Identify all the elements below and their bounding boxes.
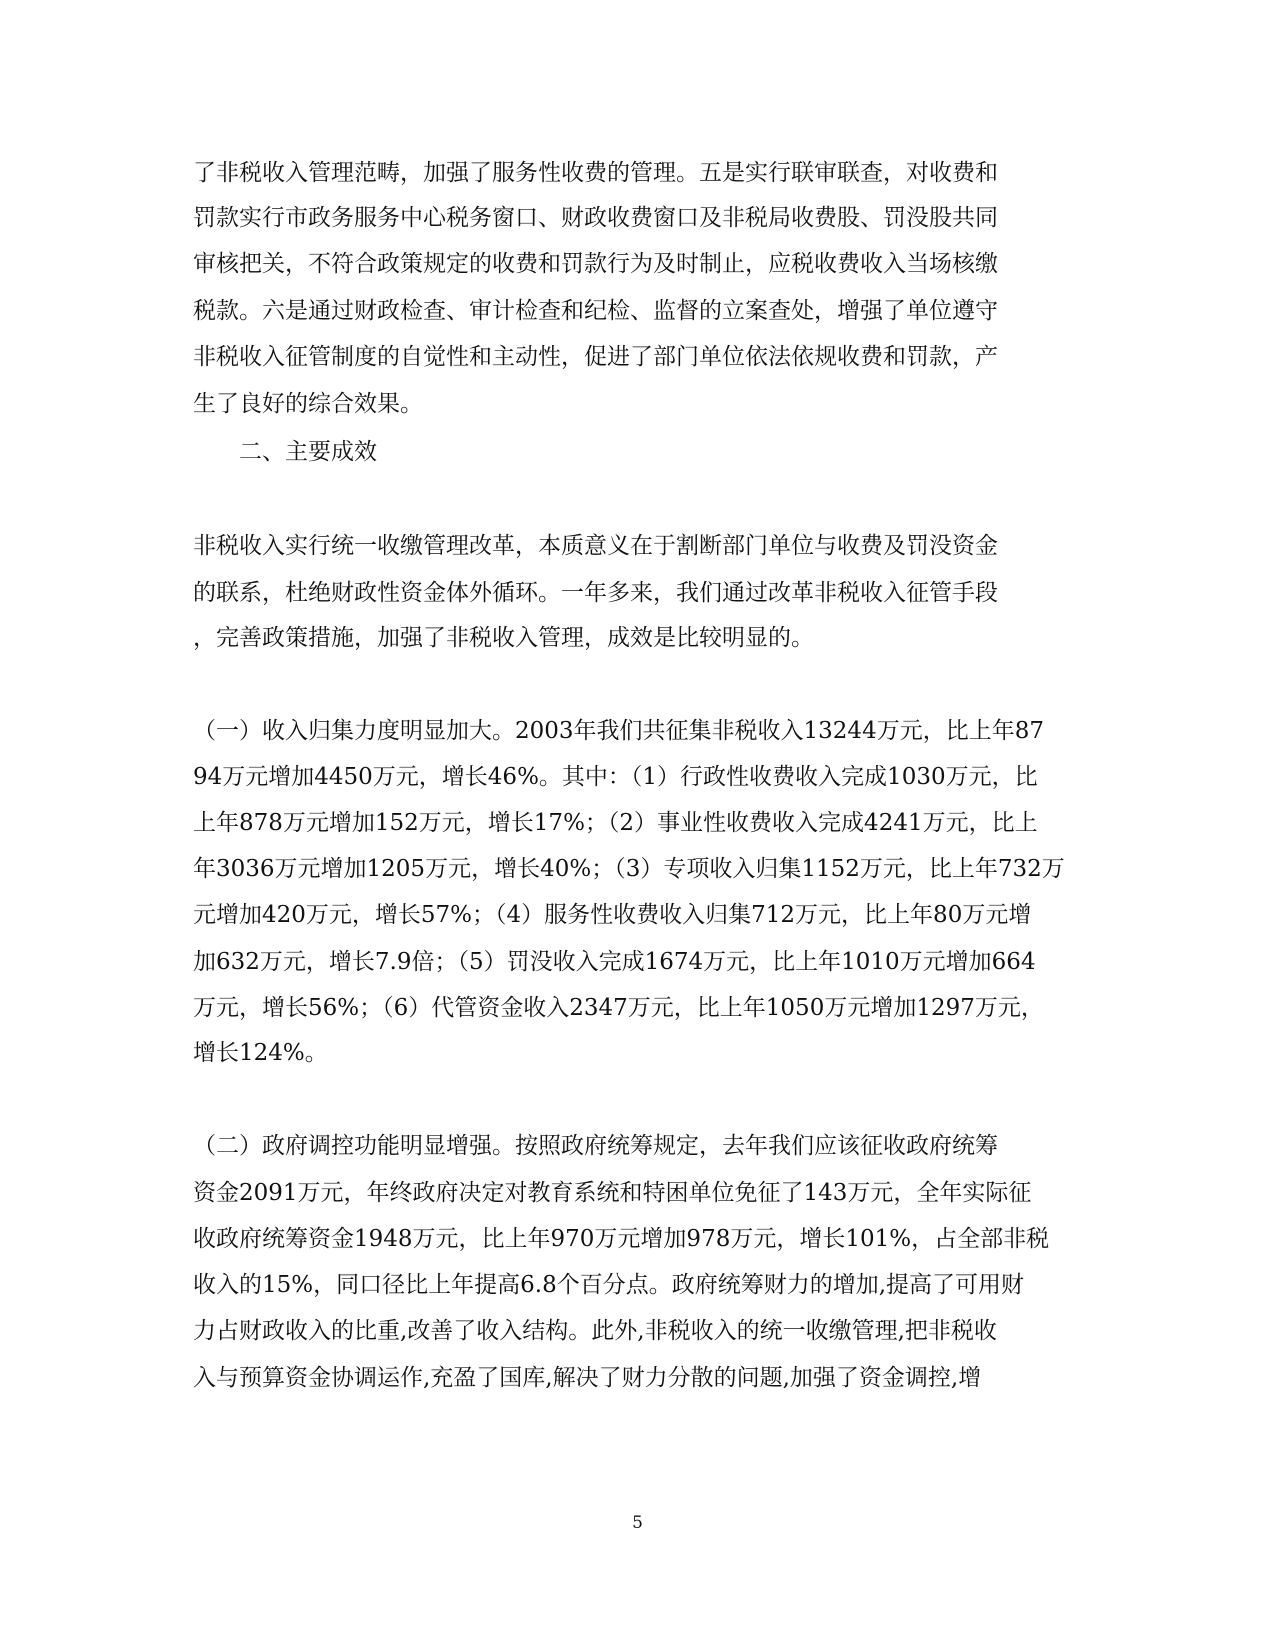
paragraph-line: 生了良好的综合效果。 [193,391,423,417]
paragraph-line: 收政府统筹资金1948万元，比上年970万元增加978万元，增长101%，占全部非税 [193,1226,1050,1252]
paragraph-line: 的联系，杜绝财政性资金体外循环。一年多来，我们通过改革非税收入征管手段 [193,580,998,606]
paragraph-line: 万元，增长56%；（6）代管资金收入2347万元，比上年1050万元增加1297万元， [193,995,1044,1021]
paragraph-line: 增长124%。 [193,1040,328,1066]
paragraph-line: （二）政府调控功能明显增强。按照政府统筹规定，去年我们应该征收政府统筹 [193,1133,998,1159]
paragraph-line: 收入的15%，同口径比上年提高6.8个百分点。政府统筹财力的增加,提高了可用财 [193,1272,1025,1298]
paragraph-line: 入与预算资金协调运作,充盈了国库,解决了财力分散的问题,加强了资金调控,增 [193,1365,982,1391]
paragraph-line: 非税收入实行统一收缴管理改革，本质意义在于割断部门单位与收费及罚没资金 [193,533,998,559]
paragraph-line: 非税收入征管制度的自觉性和主动性，促进了部门单位依法依规收费和罚款，产 [193,344,998,370]
section-heading: 二、主要成效 [193,439,377,465]
paragraph-line: 资金2091万元，年终政府决定对教育系统和特困单位免征了143万元，全年实际征 [193,1180,1032,1206]
paragraph-line: 审核把关，不符合政策规定的收费和罚款行为及时制止，应税收费收入当场核缴 [193,251,998,277]
paragraph-line: （一）收入归集力度明显加大。2003年我们共征集非税收入13244万元，比上年87 [193,718,1044,744]
paragraph-line: 年3036万元增加1205万元，增长40%；（3）专项收入归集1152万元，比上年732万 [193,856,1065,882]
paragraph-line: 上年878万元增加152万元，增长17%；（2）事业性收费收入完成4241万元，比上 [193,810,1038,836]
paragraph-line: 加632万元，增长7.9倍；（5）罚没收入完成1674万元，比上年1010万元增加664 [193,949,1036,975]
paragraph-line: ，完善政策措施，加强了非税收入管理，成效是比较明显的。 [193,625,814,651]
paragraph-line: 税款。六是通过财政检查、审计检查和纪检、监督的立案查处，增强了单位遵守 [193,298,998,324]
paragraph-line: 力占财政收入的比重,改善了收入结构。此外,非税收入的统一收缴管理,把非税收 [193,1318,997,1344]
page-number: 5 [632,1513,643,1533]
paragraph-line: 元增加420万元，增长57%；（4）服务性收费收入归集712万元，比上年80万元增 [193,902,1032,928]
paragraph-line: 罚款实行市政务服务中心税务窗口、财政收费窗口及非税局收费股、罚没股共同 [193,205,998,231]
paragraph-line: 了非税收入管理范畴，加强了服务性收费的管理。五是实行联审联查，对收费和 [193,160,998,186]
paragraph-line: 94万元增加4450万元，增长46%。其中：（1）行政性收费收入完成1030万元，比 [193,764,1038,790]
